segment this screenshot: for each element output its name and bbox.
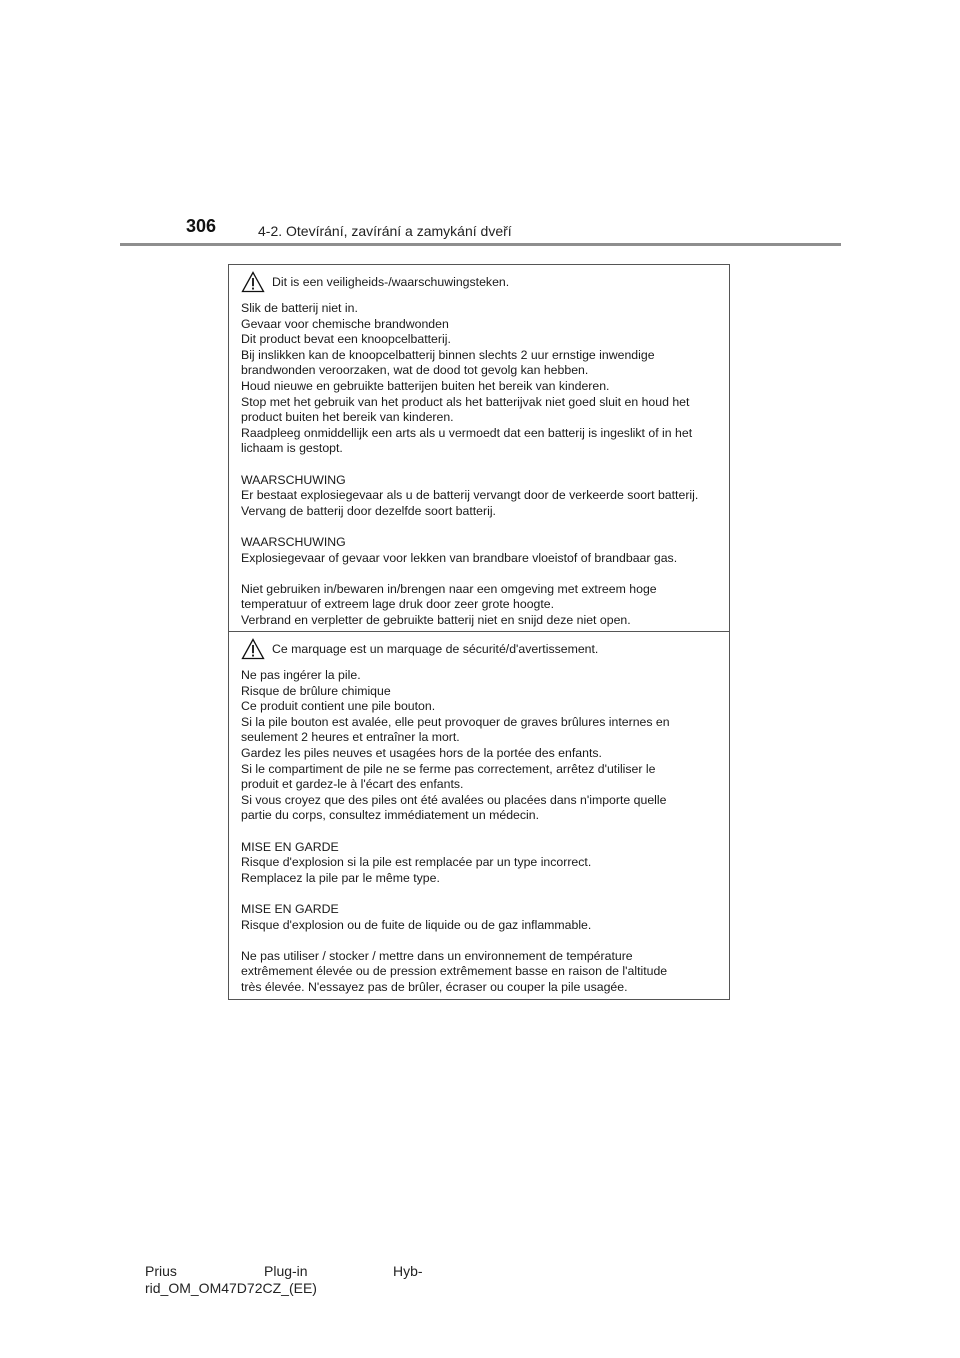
notice-section-dutch: [241, 271, 723, 644]
notice-text-line: Raadpleeg onmiddellijk een arts als u vermoedt dat een batterij is ingeslikt of in het: [241, 425, 693, 440]
notice-text-line: Bij inslikken kan de knoopcelbatterij binnen slechts 2 uur ernstige inwendige: [241, 347, 655, 362]
notice-paragraphs: [241, 301, 723, 628]
notice-paragraphs: [241, 668, 723, 995]
notice-paragraph: [241, 840, 723, 887]
notice-text-line: Risque de brûlure chimique: [241, 683, 391, 698]
notice-text-line: seulement 2 heures et entraîner la mort.: [241, 730, 460, 745]
notice-text-line: brandwonden veroorzaken, wat de dood tot gevolg kan hebben.: [241, 363, 589, 378]
notice-text-line: Risque d'explosion si la pile est remplacée par un type incorrect.: [241, 855, 592, 870]
section-divider: [229, 631, 729, 632]
notice-text-line: temperatuur of extreem lage druk door zeer grote hoogte.: [241, 597, 555, 612]
notice-text-line: Ce produit contient une pile bouton.: [241, 699, 436, 714]
notice-paragraph: [241, 582, 723, 629]
notice-paragraph: [241, 535, 723, 566]
notice-text-line: Houd nieuwe en gebruikte batterijen buiten het bereik van kinderen.: [241, 378, 610, 393]
notice-heading: [241, 271, 723, 293]
notice-text-line: Ne pas utiliser / stocker / mettre dans un environnement de température: [241, 948, 633, 963]
notice-text-line: Si le compartiment de pile ne se ferme pas correctement, arrêtez d'utiliser le: [241, 761, 656, 776]
notice-text-line: Er bestaat explosiegevaar als u de batterij vervangt door de verkeerde soort batterij.: [241, 488, 699, 503]
notice-text-line: extrêmement élevée ou de pression extrêmement basse en raison de l'altitude: [241, 964, 668, 979]
notice-text-line: lichaam is gestopt.: [241, 441, 343, 456]
footer-document-code: rid_OM_OM47D72CZ_(EE): [145, 1280, 317, 1296]
notice-text-line: produit et gardez-le à l'écart des enfants.: [241, 777, 464, 792]
footer-word: Prius: [145, 1263, 177, 1279]
notice-text-line: Gevaar voor chemische brandwonden: [241, 316, 449, 331]
notice-paragraph: [241, 473, 723, 520]
notice-text-line: MISE EN GARDE: [241, 901, 339, 916]
section-title: 4-2. Otevírání, zavírání a zamykání dveří: [258, 223, 512, 239]
notice-paragraph: [241, 301, 723, 457]
notice-text-line: Stop met het gebruik van het product als het batterijvak niet goed sluit en houd het: [241, 394, 690, 409]
notice-text-line: Risque d'explosion ou de fuite de liquide ou de gaz inflammable.: [241, 917, 592, 932]
notice-text-line: Explosiegevaar of gevaar voor lekken van brandbare vloeistof of brandbaar gas.: [241, 550, 678, 565]
notice-text-line: WAARSCHUWING: [241, 472, 346, 487]
footer-word: Hyb-: [393, 1263, 423, 1279]
battery-notice-box: [228, 264, 730, 1000]
notice-heading-text: Ce marquage est un marquage de sécurité/d'avertissement.: [272, 642, 599, 656]
notice-text-line: Ne pas ingérer la pile.: [241, 668, 361, 682]
notice-text-line: très élevée. N'essayez pas de brûler, écraser ou couper la pile usagée.: [241, 979, 628, 994]
notice-text-line: MISE EN GARDE: [241, 839, 339, 854]
notice-paragraph: [241, 949, 723, 996]
notice-text-line: partie du corps, consultez immédiatement un médecin.: [241, 808, 540, 823]
notice-text-line: WAARSCHUWING: [241, 534, 346, 549]
notice-text-line: Slik de batterij niet in.: [241, 301, 358, 315]
notice-text-line: Si vous croyez que des piles ont été avalées ou placées dans n'importe quelle: [241, 792, 667, 807]
warning-triangle-icon: [241, 271, 265, 293]
notice-heading-text: Dit is een veiligheids-/waarschuwingsteken.: [272, 275, 510, 289]
notice-section-french: [241, 638, 723, 1011]
notice-text-line: Dit product bevat een knoopcelbatterij.: [241, 332, 451, 347]
notice-paragraph: [241, 668, 723, 824]
notice-text-line: Si la pile bouton est avalée, elle peut provoquer de graves brûlures internes en: [241, 714, 670, 729]
page-number: 306: [186, 216, 217, 236]
notice-heading: [241, 638, 723, 660]
notice-text-line: Vervang de batterij door dezelfde soort batterij.: [241, 503, 496, 518]
notice-paragraph: [241, 902, 723, 933]
notice-text-line: Gardez les piles neuves et usagées hors de la portée des enfants.: [241, 745, 602, 760]
notice-text-line: Remplacez la pile par le même type.: [241, 870, 440, 885]
notice-text-line: Verbrand en verpletter de gebruikte batterij niet en snijd deze niet open.: [241, 612, 631, 627]
notice-text-line: Niet gebruiken in/bewaren in/brengen naar een omgeving met extreem hoge: [241, 581, 657, 596]
notice-text-line: product buiten het bereik van kinderen.: [241, 410, 454, 425]
footer-word: Plug-in: [264, 1263, 308, 1279]
header-rule: [120, 243, 841, 246]
warning-triangle-icon: [241, 638, 265, 660]
